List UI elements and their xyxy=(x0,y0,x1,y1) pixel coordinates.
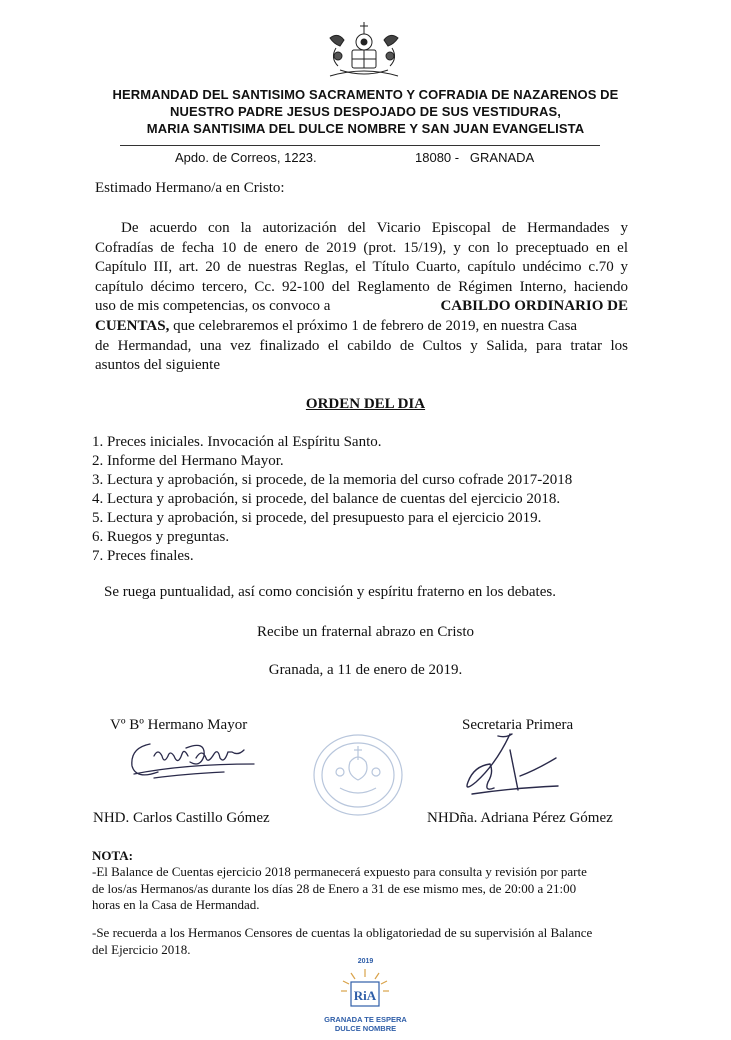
agenda-item: 3. Lectura y aprobación, si procede, de la memoria del curso cofrade 2017-2018 xyxy=(92,472,573,488)
para-line: De acuerdo con la autorización del Vicario Episcopal de Hermandades y xyxy=(121,220,628,236)
right-signer-title: Secretaria Primera xyxy=(462,717,574,733)
convocation-paragraph xyxy=(95,219,628,376)
note-line: de los/as Hermanos/as durante los días 28 de Enero a 31 de ese mismo mes, de 20:00 a 21:00 xyxy=(92,880,577,896)
punctuality-request: Se ruega puntualidad, así como concisión y espíritu fraterno en los debates. xyxy=(104,584,556,600)
para-line xyxy=(95,297,628,317)
note-line: horas en la Casa de Hermandad. xyxy=(92,897,260,912)
agenda-item: 7. Preces finales. xyxy=(92,548,194,564)
hermano-mayor-signature xyxy=(124,736,274,786)
postal-city: 18080 - GRANADA xyxy=(415,150,535,165)
brotherhood-name-line-3: MARIA SANTISIMA DEL DULCE NOMBRE Y SAN JUAN EVANGELISTA xyxy=(146,121,585,136)
agenda-item: 4. Lectura y aprobación, si procede, del balance de cuentas del ejercicio 2018. xyxy=(92,491,561,507)
brotherhood-seal-stamp xyxy=(310,732,406,818)
agenda-item: 6. Ruegos y preguntas. xyxy=(92,529,230,545)
para-line: Capítulo III, art. 20 de nuestras Reglas, el Título Cuarto, capítulo undécimo c.70 y xyxy=(95,259,628,276)
para-line: de Hermandad, una vez finalizado el cabildo de Cultos y Salida, para tratar los xyxy=(95,337,628,354)
footer-slogan-line-1: GRANADA TE ESPERA xyxy=(324,1015,407,1024)
agenda-item: 1. Preces iniciales. Invocación al Espíritu Santo. xyxy=(92,434,382,450)
letter-date: Granada, a 11 de enero de 2019. xyxy=(268,662,463,678)
brotherhood-name-line-2: NUESTRO PADRE JESUS DESPOJADO DE SUS VESTIDURAS, xyxy=(169,104,562,119)
svg-text:RiA: RiA xyxy=(353,988,377,1003)
footer-slogan xyxy=(0,1015,731,1033)
para-line: capítulo décimo tercero, Cc. 92-100 del Reglamento de Régimen Interno, haciendo xyxy=(95,278,628,295)
dulce-nombre-logo xyxy=(337,967,393,1011)
para-line xyxy=(95,317,628,337)
left-signer-name: NHD. Carlos Castillo Gómez xyxy=(93,810,270,826)
brotherhood-emblem xyxy=(316,20,412,82)
right-signer-name: NHDña. Adriana Pérez Gómez xyxy=(427,810,613,826)
note-line: del Ejercicio 2018. xyxy=(92,941,191,957)
greeting: Estimado Hermano/a en Cristo: xyxy=(95,180,285,196)
secretaria-signature xyxy=(458,730,568,800)
closing-embrace: Recibe un fraternal abrazo en Cristo xyxy=(257,624,474,640)
note-paragraph-2 xyxy=(92,925,637,958)
footer-slogan-line-2: DULCE NOMBRE xyxy=(334,1024,397,1033)
brotherhood-name-line-1: HERMANDAD DEL SANTISIMO SACRAMENTO Y COFRADIA DE NAZARENOS DE xyxy=(112,87,619,102)
left-signer-title: Vº Bº Hermano Mayor xyxy=(110,717,248,733)
footer-year: 2019 xyxy=(357,958,374,965)
header-divider xyxy=(120,145,600,146)
agenda-item: 5. Lectura y aprobación, si procede, del presupuesto para el ejercicio 2019. xyxy=(92,510,542,526)
cabildo-title-part1: CABILDO ORDINARIO DE xyxy=(440,298,628,315)
para-line: Cofradías de fecha 10 de enero de 2019 (prot. 15/19), y con lo preceptuado en el xyxy=(95,239,628,256)
para-text: uso de mis competencias, os convoco a xyxy=(95,298,331,315)
agenda-item: 2. Informe del Hermano Mayor. xyxy=(92,453,284,469)
agenda-title: ORDEN DEL DIA xyxy=(305,396,426,412)
note-paragraph-1 xyxy=(92,864,637,914)
note-line: -El Balance de Cuentas ejercicio 2018 permanecerá expuesto para consulta y revisión por parte xyxy=(92,864,587,879)
agenda-list xyxy=(92,433,572,566)
address: Apdo. de Correos, 1223. xyxy=(175,150,317,165)
para-line: asuntos del siguiente xyxy=(95,357,220,374)
cabildo-title-part2: CUENTAS, xyxy=(95,317,170,334)
note-title: NOTA: xyxy=(92,848,133,863)
para-text: que celebraremos el próximo 1 de febrero de 2019, en nuestra Casa xyxy=(169,317,578,334)
note-line: -Se recuerda a los Hermanos Censores de cuentas la obligatoriedad de su supervisión al Balance xyxy=(92,925,593,940)
